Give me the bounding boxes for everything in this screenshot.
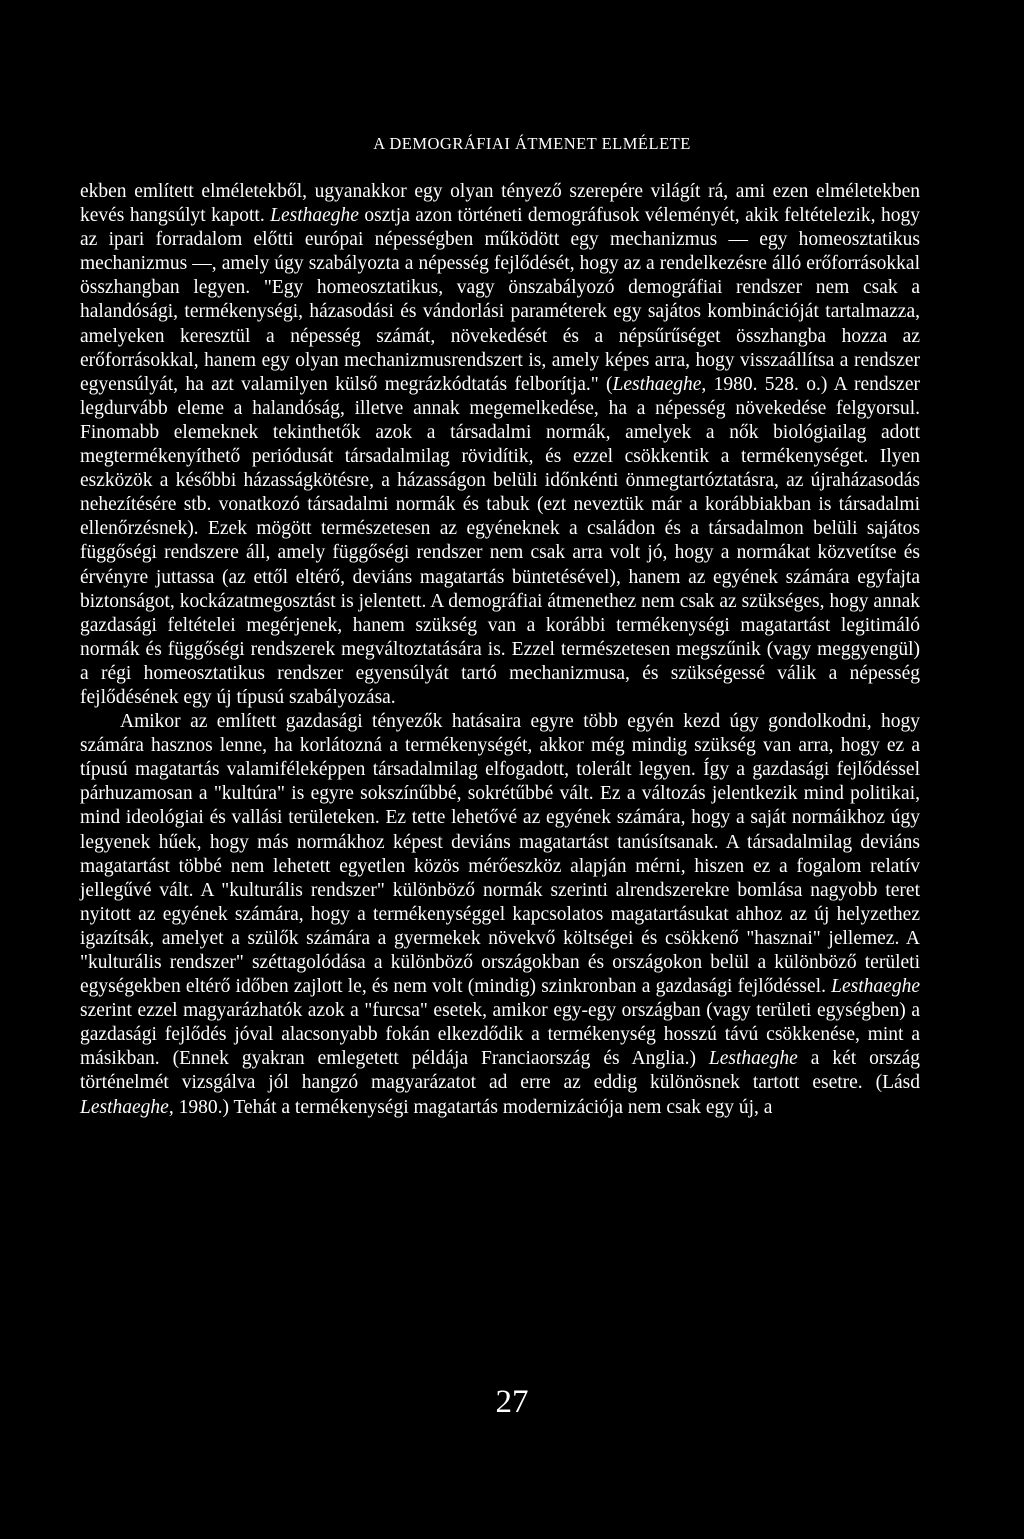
page-number: 27: [495, 1384, 529, 1420]
paragraph: [80, 710, 920, 1120]
paragraph: [80, 180, 920, 710]
author-citation: Lesthaeghe: [831, 976, 920, 998]
text-run: a két ország történelmét vizsgálva jól hangzó magyarázatot ad erre az eddig különösnek tartott esetre. (Lásd: [80, 1048, 920, 1094]
text-run: Amikor az említett gazdasági tényezők hatásaira egyre több egyén kezd úgy gondolkodni, hogy számára hasznos lenne, ha korlátozná a termékenységét, akkor még mindig szükség van arra, hogy ez a típusú magatartás valamiféleképpen társadalmilag elfogadott, tolerált legyen. Így a gazdasági fejlődéssel párhuzamosan a "kultúra" is egyre sokszínűbbé, sokrétűbbé vált. Ez a változás jelentkezik mind politikai, mind ideológiai és vallási területeken. Ez tette lehetővé az egyének számára, hogy a saját normáikhoz úgy legyenek hűek, hogy más normákhoz képest deviáns magatartást tanúsítsanak. A társadalmilag deviáns magatartást többé nem lehetett egyetlen közös mérőeszköz alapján mérni, hiszen ez a fogalom relatív jellegűvé vált. A "kulturális rendszer" különböző normák szerinti alrendszerekre bomlása nagyobb teret nyitott az egyének számára, hogy a termékenységgel kapcsolatos magatartásukat ahhoz az új helyzethez igazítsák, amelyet a szülők számára a gyermekek növekvő költségei és csökkenő "hasznai" jellemez. A "kulturális rendszer" széttagolódása a különböző országokban és országokon belül a különböző területi egységekben eltérő időben zajlott le, és nem volt (mindig) szinkronban a gazdasági fejlődéssel.: [80, 711, 920, 998]
text-run: osztja azon történeti demográfusok véleményét, akik feltételezik, hogy az ipari forradalom előtti európai népességben működött egy mechanizmus — egy homeosztatikus mechanizmus —, amely úgy szabályozta a népesség fejlődését, hogy az a rendelkezésre álló erőforrásokkal összhangban legyen. "Egy homeosztatikus, vagy önszabályozó demográfiai rendszer nem csak a halandósági, termékenységi, házasodási és vándorlási paraméterek egy sajátos kombinációját tartalmazza, amelyeken keresztül a népesség számát, növekedését és a népsűrűséget összhangba hozza az erőforrásokkal, hanem egy olyan mechanizmusrendszert is, amely képes arra, hogy visszaállítsa a rendszer egyensúlyát, ha azt valamilyen külső megrázkódtatás felborítja." (: [80, 205, 920, 395]
text-run: ekben említett elméletekből, ugyanakkor egy olyan tényező szerepére világít rá, ami ezen elméletekben kevés hangsúlyt kapott.: [80, 181, 920, 227]
author-citation: Lesthaeghe: [708, 1048, 798, 1070]
body-text: [80, 180, 920, 1120]
author-citation: Lesthaeghe: [612, 373, 702, 395]
text-run: , 1980. 528. o.) A rendszer legdurvább eleme a halandóság, illetve annak megemelkedése, ha a népesség növekedése felgyorsul. Finomabb elemeknek tekinthetők azok a társadalmi normák, amelyek a nők biológiailag adott megtermékenyíthető periódusát társadalmilag rövidítik, és ezzel csökkentik a termékenységet. Ilyen eszközök a későbbi házasságkötésre, a házasságon belüli időnkénti önmegtartóztatásra, az újraházasodás nehezítésére stb. vonatkozó társadalmi normák és tabuk (ezt neveztük már a korábbiakban is társadalmi ellenőrzésnek). Ezek mögött természetesen az egyéneknek a családon és a társadalmon belüli sajátos függőségi rendszere áll, amely függőségi rendszer nem csak arra volt jó, hogy a normákat közvetítse és érvényre juttassa (az ettől eltérő, deviáns magatartás büntetésével), hanem az egyének számára egyfajta biztonságot, kockázatmegosztást is jelentett. A demográfiai átmenethez nem csak az szükséges, hogy annak gazdasági feltételei megérjenek, hanem szükség van a korábbi termékenységi magatartást legitimáló normák és függőségi rendszerek megváltoztatására is. Ezzel természetesen megszűnik (vagy meggyengül) a régi homeosztatikus rendszer egyensúlyát tartó mechanizmusa, és szükségessé válik a népesség fejlődésének egy új típusú szabályozása.: [80, 373, 920, 708]
running-header: A DEMOGRÁFIAI ÁTMENET ELMÉLETE: [373, 134, 691, 153]
text-run: , 1980.) Tehát a termékenységi magatartás modernizációja nem csak egy új, a: [168, 1096, 773, 1118]
text-run: szerint ezzel magyarázhatók azok a "furcsa" esetek, amikor egy-egy országban (vagy területi egységben) a gazdasági fejlődés jóval alacsonyabb fokán elkezdődik a termékenység hosszú távú csökkenése, mint a másikban. (Ennek gyakran emlegetett példája Franciaország és Anglia.): [80, 1000, 920, 1070]
author-citation: Lesthaeghe: [80, 1096, 169, 1118]
author-citation: Lesthaeghe: [270, 205, 359, 227]
